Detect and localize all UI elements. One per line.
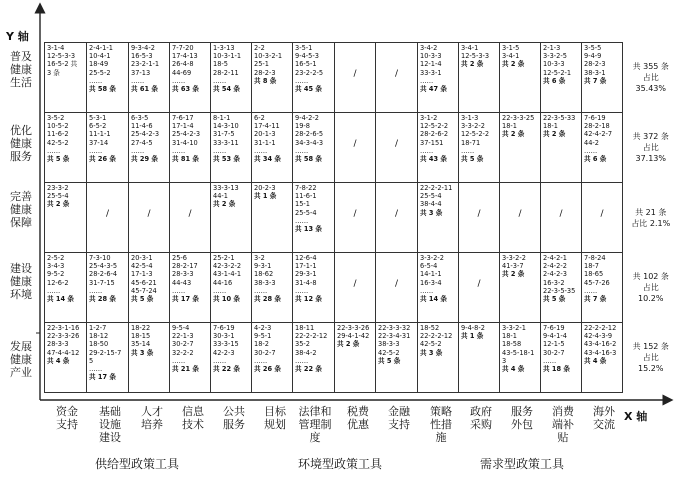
clause-list: 3-5-5 9-4-9 28-2-3 38-3-1 [584, 44, 606, 77]
clause-list: 3-5-2 10-5-2 11-6-2 42-5-2 …… [47, 114, 69, 155]
clause-list: 2-4-1-1 10-4-1 18-49 25-5-2 …… [89, 44, 113, 85]
clause-count: 共 5 条 [131, 295, 154, 304]
clause-count: 共 29 条 [131, 155, 158, 164]
matrix-cell [459, 253, 500, 323]
clause-count: 共 2 条 [337, 340, 360, 349]
matrix-row [45, 323, 679, 393]
summary-ratio: 35.43% [635, 84, 666, 93]
summary-ratio-label: 占比 [642, 73, 659, 82]
matrix-cell [170, 43, 211, 113]
clause-list: 7-6-19 9-4-1-4 12-1-5 30-2-7 …… [543, 324, 567, 365]
matrix-cell [418, 253, 459, 323]
clause-count: 共 2 条 [543, 130, 566, 139]
clause-list: 25-6 28-2-17 28-3-3 44-43 …… [172, 254, 198, 295]
clause-list: 3-4-1 12-5-3-3 [461, 44, 490, 61]
clause-list: 2-1-3 3-3-2-5 10-3-3 12-5-2-1 [543, 44, 572, 77]
clause-list: 1-3-13 10-3-1-1 18-5 28-2-11 …… [213, 44, 242, 85]
clause-count: 共 2 条 [502, 130, 525, 139]
clause-list: 3-5-1 9-4-5-3 16-5-1 23-2-2-5 …… [295, 44, 324, 85]
matrix-cell [335, 323, 376, 393]
clause-count: 共 2 条 [213, 200, 236, 209]
col-label-1: 资金 支持 [56, 405, 78, 431]
clause-count: 共 3 条 [131, 348, 154, 357]
group-label-demand: 需求型政策工具 [480, 457, 565, 471]
col-label-4: 信息 技术 [182, 405, 204, 431]
matrix-cell [541, 253, 582, 323]
matrix-cell [582, 43, 623, 113]
empty-mark: / [477, 209, 481, 219]
matrix-cell [211, 253, 252, 323]
col-label-5: 公共 服务 [223, 405, 245, 431]
clause-count: 共 54 条 [213, 85, 240, 94]
matrix-cell [293, 113, 335, 183]
clause-count: 共 63 条 [172, 85, 199, 94]
matrix-cell [252, 113, 293, 183]
clause-list: 22-3-3-26 29-4-1-42 [337, 324, 370, 341]
clause-count: 共 5 条 [543, 295, 566, 304]
clause-count: 共 3 条 [420, 208, 443, 217]
clause-list: 22-3-1-16 22-3-3-26 28-3-3 47-4-4-12 [47, 324, 80, 357]
empty-mark: / [188, 209, 192, 219]
clause-list: 9-3-4-2 16-5-3 23-2-1-1 37-13 …… [131, 44, 160, 85]
empty-mark: / [353, 69, 357, 79]
clause-count: 共 28 条 [89, 295, 116, 304]
clause-count: 共 21 条 [172, 365, 199, 374]
col-label-12: 服务 外包 [511, 405, 533, 431]
empty-mark: / [394, 209, 399, 219]
matrix-cell [293, 253, 335, 323]
row-summary [623, 113, 679, 183]
clause-list: 3-3-2-2 6-5-4 14-1-1 16-3-4 …… [420, 254, 444, 295]
clause-count: 共 81 条 [172, 155, 199, 164]
matrix-cell [129, 183, 170, 253]
col-label-3: 人才 培养 [141, 405, 163, 431]
clause-count: 共 8 条 [254, 76, 277, 85]
clause-list: 7-8-24 18-7 18-65 45-7-26 …… [584, 254, 610, 295]
summary-total: 共 372 条 [632, 132, 669, 141]
matrix-cell [418, 323, 459, 393]
clause-list: 7-6-19 28-2-18 42-4-2-7 44-2 …… [584, 114, 613, 155]
y-axis-label: Y 轴 [6, 30, 29, 43]
clause-list: 6-2 17-4-11 20-1-3 31-1-1 …… [254, 114, 280, 155]
summary-total: 共 102 条 [632, 272, 669, 281]
matrix-cell [252, 183, 293, 253]
matrix-cell [170, 113, 211, 183]
col-label-7: 法律和 管理制 度 [298, 405, 332, 444]
matrix-cell [170, 183, 211, 253]
row-summary [623, 183, 679, 253]
summary-total: 共 152 条 [632, 342, 669, 351]
empty-mark: / [518, 209, 522, 219]
row-label-5: 发展 健康 产业 [10, 340, 32, 379]
col-label-13: 消费 端补 贴 [552, 405, 574, 444]
summary-ratio: 10.2% [638, 294, 664, 303]
matrix-cell [582, 253, 623, 323]
row-label-2: 优化 健康 服务 [10, 124, 32, 163]
clause-count: 共 2 条 [47, 200, 70, 209]
matrix-cell [335, 43, 376, 113]
clause-count: 共 4 条 [584, 356, 607, 365]
clause-count: 共 18 条 [543, 365, 570, 374]
matrix-cell [582, 323, 623, 393]
clause-list: 22-2-2-12 42-4-3-9 43-4-16-2 43-4-16-3 [584, 324, 617, 357]
clause-list: 8-1-1 14-3-10 31-7-5 33-3-11 …… [213, 114, 239, 155]
clause-count: 共 4 条 [502, 365, 525, 374]
matrix-cell [45, 253, 87, 323]
matrix-cell [418, 183, 459, 253]
matrix-cell [335, 253, 376, 323]
matrix-cell [418, 113, 459, 183]
empty-mark: / [394, 139, 399, 149]
col-label-11: 政府 采购 [470, 405, 492, 431]
matrix-cell [500, 113, 541, 183]
empty-mark: / [600, 209, 604, 219]
row-label-1: 普及 健康 生活 [10, 50, 32, 89]
matrix-cell [459, 113, 500, 183]
clause-count: 共 6 条 [543, 76, 566, 85]
col-label-6: 目标 规划 [264, 405, 286, 431]
matrix-cell [45, 113, 87, 183]
matrix-cell [87, 323, 129, 393]
summary-total: 共 21 条 [635, 207, 667, 217]
summary-ratio-label: 占比 [642, 143, 659, 152]
clause-count: 共 1 条 [254, 192, 277, 201]
matrix-cell [541, 323, 582, 393]
clause-list: 3-2 9-3-1 18-62 38-3-3 …… [254, 254, 276, 295]
clause-list: 25-2-1 42-3-2-2 43-1-4-1 44-16 …… [213, 254, 242, 295]
matrix-cell [170, 323, 211, 393]
matrix-cell [87, 253, 129, 323]
clause-list: 22-3-3-32 22-3-4-31 38-3-3 42-5-2 [378, 324, 411, 357]
summary-ratio-label: 占比 [642, 353, 659, 362]
matrix-cell [45, 323, 87, 393]
matrix-cell [500, 43, 541, 113]
clause-count: 共 2 条 [502, 270, 525, 279]
clause-count: 共 13 条 [295, 225, 322, 234]
summary-ratio-label: 占比 [642, 283, 659, 292]
matrix-cell [87, 113, 129, 183]
matrix-cell [293, 323, 335, 393]
clause-count: 共 58 条 [295, 155, 322, 164]
clause-count: 共 61 条 [131, 85, 158, 94]
matrix-cell [459, 183, 500, 253]
matrix-cell [500, 323, 541, 393]
matrix-cell [170, 253, 211, 323]
empty-mark: / [353, 279, 357, 289]
col-label-8: 税费 优惠 [347, 405, 369, 431]
matrix-cell [211, 323, 252, 393]
clause-count: 共 45 条 [295, 85, 322, 94]
matrix-cell [500, 183, 541, 253]
clause-list: 33-3-13 44-1 [213, 184, 239, 201]
clause-list: 7-6-17 17-1-4 25-4-2-3 31-4-10 …… [172, 114, 201, 155]
clause-count: 共 7 条 [584, 295, 607, 304]
clause-count: 共 7 条 [584, 76, 607, 85]
clause-list: 20-3-1 42-5-4 17-1-3 45-6-21 45-7-24 [131, 254, 157, 295]
clause-count: 共 14 条 [47, 295, 74, 304]
matrix-cell [376, 43, 418, 113]
clause-count: 共 12 条 [295, 295, 322, 304]
matrix-row [45, 253, 679, 323]
matrix-cell [459, 43, 500, 113]
clause-count: 共 5 条 [47, 155, 70, 164]
clause-list: 2-4-2-1 2-4-2-2 2-4-2-3 16-3-2 22-3-5-35 [543, 254, 576, 295]
matrix-row [45, 43, 679, 113]
clause-list: 20-2-3 [254, 184, 276, 192]
clause-count: 共 53 条 [213, 155, 240, 164]
clause-count: 共 22 条 [213, 365, 240, 374]
clause-list: 2-5-2 3-4-3 9-5-2 12-6-2 …… [47, 254, 69, 295]
clause-list: 3-1-3 3-3-2-2 12-5-2-2 18-71 …… [461, 114, 490, 155]
clause-list: 7-6-19 30-3-1 33-3-15 42-2-3 …… [213, 324, 239, 365]
clause-list: 3-1-4 12-5-3-3 16-5-2 共 3 条 [47, 44, 78, 77]
matrix-cell [129, 113, 170, 183]
matrix-cell [541, 183, 582, 253]
policy-matrix [44, 42, 679, 393]
col-label-2: 基础 设施 建设 [99, 405, 121, 444]
matrix-cell [582, 183, 623, 253]
clause-list: 9-5-4 22-1-3 30-2-7 32-2-2 …… [172, 324, 194, 365]
matrix-cell [459, 323, 500, 393]
summary-ratio: 37.13% [635, 154, 666, 163]
clause-count: 共 43 条 [420, 155, 447, 164]
row-summary [623, 43, 679, 113]
empty-mark: / [353, 139, 357, 149]
col-label-9: 金融 支持 [388, 405, 410, 431]
matrix-cell [335, 113, 376, 183]
clause-list: 6-3-5 11-4-6 25-4-2-3 27-4-5 …… [131, 114, 160, 155]
matrix-cell [129, 253, 170, 323]
matrix-cell [335, 183, 376, 253]
row-summary [623, 253, 679, 323]
clause-count: 共 5 条 [461, 155, 484, 164]
matrix-cell [293, 183, 335, 253]
clause-count: 共 58 条 [89, 85, 116, 94]
matrix-cell [252, 253, 293, 323]
clause-count: 共 5 条 [378, 356, 401, 365]
matrix-cell [129, 43, 170, 113]
matrix-cell [541, 43, 582, 113]
empty-mark: / [394, 69, 399, 79]
empty-mark: / [147, 209, 151, 219]
clause-list: 3-3-2-2 41-3-7 [502, 254, 526, 271]
clause-list: 9-4-2-2 19-8 28-2-6-5 34-3-4-3 …… [295, 114, 324, 155]
clause-count: 共 2 条 [461, 60, 484, 69]
clause-count: 共 22 条 [295, 365, 322, 374]
clause-list: 3-1-2 12-5-2-2 28-2-6-2 37-151 …… [420, 114, 449, 155]
matrix-cell [376, 323, 418, 393]
matrix-cell [293, 43, 335, 113]
matrix-cell [582, 113, 623, 183]
matrix-cell [129, 323, 170, 393]
clause-list: 4-2-3 9-5-1 18-2 30-2-7 …… [254, 324, 276, 365]
clause-count: 共 14 条 [420, 295, 447, 304]
clause-list: 18-22 18-15 35-14 [131, 324, 151, 349]
clause-list: 7-7-20 17-4-13 26-4-8 44-69 …… [172, 44, 198, 85]
matrix-cell [376, 113, 418, 183]
clause-list: 18-11 22-2-2-12 35-2 38-4-2 …… [295, 324, 328, 365]
matrix-cell [418, 43, 459, 113]
clause-list: 12-6-4 17-1-1 29-3-1 31-4-8 …… [295, 254, 317, 295]
clause-list: 22-2-2-11 25-5-4 38-4-4 [420, 184, 453, 209]
clause-count: 共 2 条 [502, 60, 525, 69]
summary-ratio-label: 占比 2.1% [631, 218, 671, 228]
matrix-cell [541, 113, 582, 183]
clause-count: 共 34 条 [254, 155, 281, 164]
empty-mark: / [353, 209, 357, 219]
clause-count: 共 17 条 [89, 373, 116, 382]
matrix-row [45, 183, 679, 253]
row-label-4: 建设 健康 环境 [10, 262, 32, 301]
clause-count: 共 4 条 [47, 356, 70, 365]
matrix-cell [500, 253, 541, 323]
clause-list: 5-3-1 6-5-2 11-1-1 37-14 …… [89, 114, 111, 155]
col-label-10: 策略 性措 施 [430, 405, 452, 444]
matrix-cell [45, 183, 87, 253]
matrix-cell [87, 43, 129, 113]
x-axis-label: X 轴 [624, 410, 648, 423]
clause-count: 共 17 条 [172, 295, 199, 304]
row-summary [623, 323, 679, 393]
clause-list: 7-8-22 11-6-1 15-1 25-5-4 …… [295, 184, 317, 225]
clause-list: 22-3-3-25 18-1 [502, 114, 535, 131]
matrix-cell [211, 113, 252, 183]
empty-mark: / [394, 279, 399, 289]
clause-count: 共 47 条 [420, 85, 447, 94]
summary-ratio: 15.2% [638, 364, 664, 373]
matrix-cell [252, 43, 293, 113]
clause-count: 共 3 条 [420, 348, 443, 357]
clause-count: 共 26 条 [89, 155, 116, 164]
matrix-cell [211, 43, 252, 113]
matrix-cell [45, 43, 87, 113]
clause-list: 18-52 22-2-2-12 42-5-2 [420, 324, 453, 349]
clause-list: 3-1-5 3-4-1 [502, 44, 520, 61]
col-label-14: 海外 交流 [593, 405, 615, 431]
clause-list: 3-4-2 10-3-3 12-1-4 33-3-1 …… [420, 44, 442, 85]
clause-list: 1-2-7 18-12 18-50 29-2-15-7 5 …… [89, 324, 122, 374]
empty-mark: / [477, 279, 481, 289]
clause-list: 22-3-5-33 18-1 [543, 114, 576, 131]
matrix-row [45, 113, 679, 183]
clause-count: 共 1 条 [461, 332, 484, 341]
clause-list: 23-3-2 25-5-4 [47, 184, 69, 201]
clause-count: 共 6 条 [584, 155, 607, 164]
clause-list: 2-2 10-3-2-1 25-1 28-2-3 [254, 44, 283, 77]
matrix-cell [376, 183, 418, 253]
clause-list: 9-4-8-2 [461, 324, 485, 332]
clause-count: 共 26 条 [254, 365, 281, 374]
matrix-cell [376, 253, 418, 323]
empty-mark: / [559, 209, 563, 219]
clause-count: 共 28 条 [254, 295, 281, 304]
clause-list: 3-3-2-1 18-1 18-58 43-5-18-1 3 [502, 324, 535, 365]
group-label-supply: 供给型政策工具 [95, 457, 180, 471]
group-label-environment: 环境型政策工具 [298, 457, 383, 471]
matrix-cell [252, 323, 293, 393]
row-label-3: 完善 健康 保障 [10, 190, 32, 229]
empty-mark: / [105, 209, 110, 219]
clause-count: 共 10 条 [213, 295, 240, 304]
matrix-cell [87, 183, 129, 253]
summary-total: 共 355 条 [632, 62, 669, 71]
clause-list: 7-3-10 25-4-3-5 28-2-6-4 31-7-15 …… [89, 254, 118, 295]
matrix-cell [211, 183, 252, 253]
